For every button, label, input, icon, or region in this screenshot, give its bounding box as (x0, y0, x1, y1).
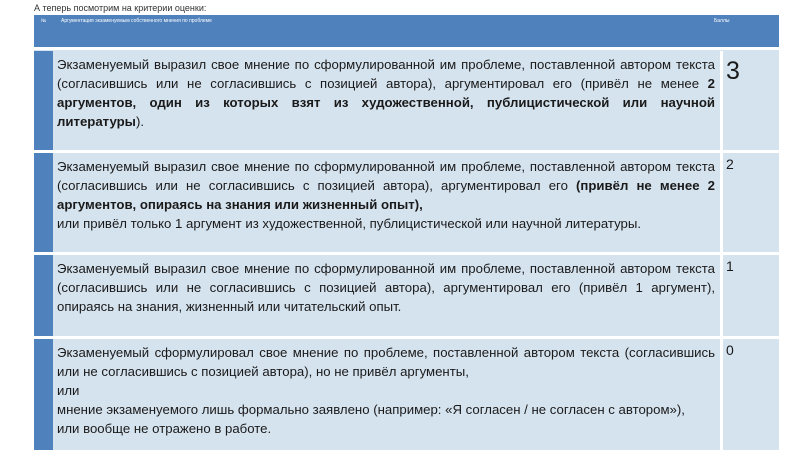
table-row (34, 339, 779, 450)
table-row (34, 255, 779, 336)
table-header (34, 15, 779, 47)
criterion-text: Экзаменуемый сформулировал свое мнение по проблеме, поставленной автором текста (согласившись или не согласившись с позицией автора), но не привёл аргументы, или мнение экзаменуемого лишь формально заявлено (например: «Я согласен / не согласен с автором»), или вообще не отражено в работе. (57, 345, 715, 436)
criteria-table (34, 15, 779, 450)
table-row (34, 153, 779, 252)
header-score: Баллы (714, 18, 730, 24)
table-row (34, 51, 779, 150)
row-number-cell (34, 51, 53, 150)
criterion-text: Экзаменуемый выразил свое мнение по сформулированной им проблеме, поставленной автором текста (согласившись или не согласившись с позицией автора), аргументировал его (привёл не менее 2 аргументов, опираясь на знания или жизненный опыт), или привёл только 1 аргумент из художественной, публицистической или научной литературы. (57, 159, 715, 231)
criterion-text: Экзаменуемый выразил свое мнение по сформулированной им проблеме, поставленной автором текста (согласившись или не согласившись с позицией автора), аргументировал его (привёл 1 аргумент), опираясь на знания, жизненный или читательский опыт. (57, 261, 715, 314)
header-number: № (41, 18, 47, 24)
row-divider (34, 47, 779, 50)
score-value: 2 (726, 156, 734, 172)
row-number-cell (34, 339, 53, 450)
header-criterion: Аргументация экзаменуемым собственного мнения по проблеме (61, 18, 212, 24)
score-value: 0 (726, 342, 734, 358)
score-value: 3 (726, 57, 740, 85)
slide-caption: А теперь посмотрим на критерии оценки: (34, 3, 207, 13)
row-number-cell (34, 255, 53, 336)
score-value: 1 (726, 258, 734, 274)
row-number-cell (34, 153, 53, 252)
criterion-text: Экзаменуемый выразил свое мнение по сформулированной им проблеме, поставленной автором текста (согласившись или не согласившись с позицией автора), аргументировал его (привёл не менее 2 аргументов, один из которых взят из художественной, публицистической или научной литературы). (57, 57, 715, 129)
